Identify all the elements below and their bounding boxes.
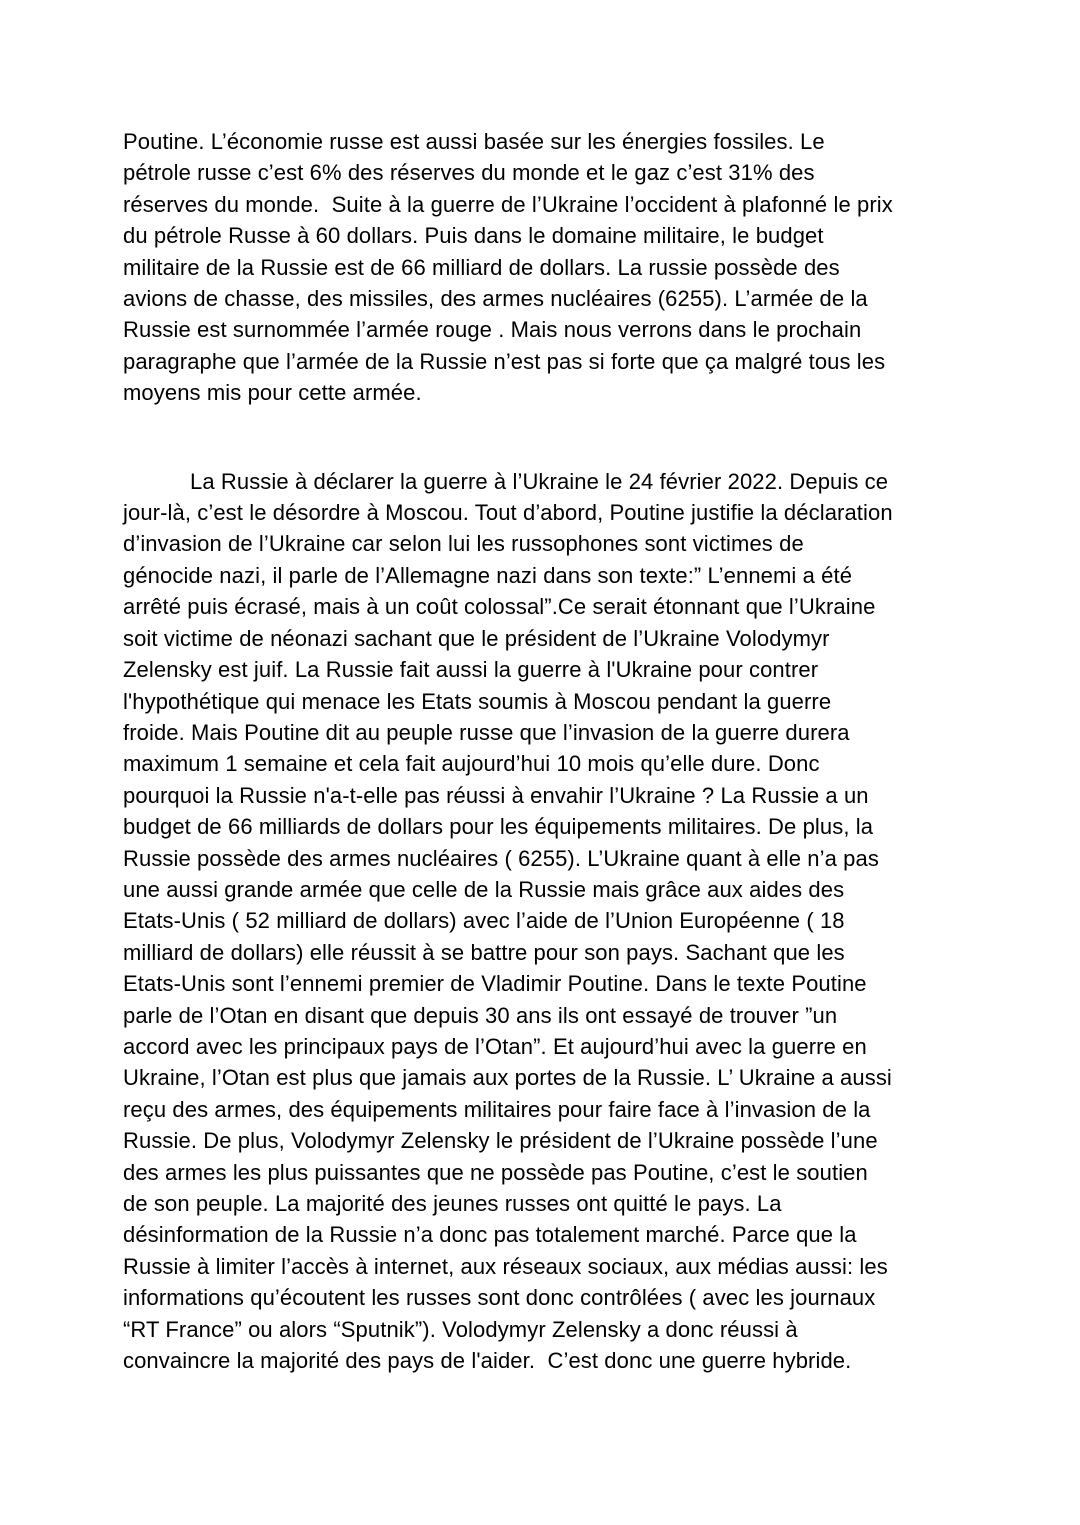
text-line: jour-là, c’est le désordre à Moscou. Tout d’abord, Poutine justifie la déclaration [123, 500, 893, 526]
text-line: moyens mis pour cette armée. [123, 380, 422, 406]
text-line: budget de 66 milliards de dollars pour les équipements militaires. De plus, la [123, 814, 874, 840]
text-line: Ukraine, l’Otan est plus que jamais aux portes de la Russie. L’ Ukraine a aussi [123, 1065, 892, 1091]
text-line: soit victime de néonazi sachant que le président de l’Ukraine Volodymyr [123, 625, 830, 651]
paragraph-gap [123, 409, 950, 466]
text-line: parle de l’Otan en disant que depuis 30 ans ils ont essayé de trouver ”un [123, 1002, 838, 1028]
text-line: paragraphe que l’armée de la Russie n’est pas si forte que ça malgré tous les [123, 348, 886, 374]
text-line: réserves du monde. Suite à la guerre de l’Ukraine l’occident à plafonné le prix [123, 191, 893, 217]
text-line: des armes les plus puissantes que ne possède pas Poutine, c’est le soutien [123, 1159, 868, 1185]
text-line: reçu des armes, des équipements militaires pour faire face à l’invasion de la [123, 1096, 871, 1122]
text-line: Zelensky est juif. La Russie fait aussi la guerre à l'Ukraine pour contrer [123, 657, 819, 683]
text-line: La Russie à déclarer la guerre à l’Ukraine le 24 février 2022. Depuis ce [190, 468, 889, 494]
document-body [123, 126, 950, 1376]
text-line: froide. Mais Poutine dit au peuple russe que l’invasion de la guerre durera [123, 719, 850, 745]
text-line: d’invasion de l’Ukraine car selon lui les russophones sont victimes de [123, 531, 804, 557]
text-line: convaincre la majorité des pays de l'aider. C’est donc une guerre hybride. [123, 1348, 852, 1374]
text-line: arrêté puis écrasé, mais à un coût colossal”.Ce serait étonnant que l’Ukraine [123, 594, 876, 620]
text-line: Etats-Unis sont l’ennemi premier de Vladimir Poutine. Dans le texte Poutine [123, 971, 867, 997]
text-line: du pétrole Russe à 60 dollars. Puis dans le domaine militaire, le budget [123, 223, 824, 249]
text-line: l'hypothétique qui menace les Etats soumis à Moscou pendant la guerre [123, 688, 832, 714]
paragraph-1 [123, 126, 950, 409]
text-line: maximum 1 semaine et cela fait aujourd’hui 10 mois qu’elle dure. Donc [123, 751, 820, 777]
text-line: “RT France” ou alors “Sputnik”). Volodymyr Zelensky a donc réussi à [123, 1316, 798, 1342]
text-line: militaire de la Russie est de 66 milliard de dollars. La russie possède des [123, 254, 840, 280]
text-line: génocide nazi, il parle de l’Allemagne nazi dans son texte:” L’ennemi a été [123, 562, 853, 588]
text-line: accord avec les principaux pays de l’Otan”. Et aujourd’hui avec la guerre en [123, 1033, 867, 1059]
paragraph-2 [123, 466, 950, 1377]
text-line: informations qu’écoutent les russes sont donc contrôlées ( avec les journaux [123, 1285, 876, 1311]
text-line: Russie est surnommée l’armée rouge . Mais nous verrons dans le prochain [123, 317, 862, 343]
text-line: pétrole russe c’est 6% des réserves du monde et le gaz c’est 31% des [123, 160, 815, 186]
text-line: Russie. De plus, Volodymyr Zelensky le président de l’Ukraine possède l’une [123, 1128, 878, 1154]
text-line: milliard de dollars) elle réussit à se battre pour son pays. Sachant que les [123, 939, 845, 965]
text-line: Russie à limiter l’accès à internet, aux réseaux sociaux, aux médias aussi: les [123, 1253, 888, 1279]
text-line: Russie possède des armes nucléaires ( 6255). L’Ukraine quant à elle n’a pas [123, 845, 879, 871]
text-line: une aussi grande armée que celle de la Russie mais grâce aux aides des [123, 876, 845, 902]
text-line: pourquoi la Russie n'a-t-elle pas réussi à envahir l’Ukraine ? La Russie a un [123, 782, 869, 808]
text-line: Poutine. L’économie russe est aussi basée sur les énergies fossiles. Le [123, 129, 825, 154]
text-line: de son peuple. La majorité des jeunes russes ont quitté le pays. La [123, 1191, 782, 1216]
text-line: désinformation de la Russie n’a donc pas totalement marché. Parce que la [123, 1222, 857, 1248]
text-line: avions de chasse, des missiles, des armes nucléaires (6255). L’armée de la [123, 286, 868, 312]
text-line: Etats-Unis ( 52 milliard de dollars) avec l’aide de l’Union Européenne ( 18 [123, 908, 845, 934]
